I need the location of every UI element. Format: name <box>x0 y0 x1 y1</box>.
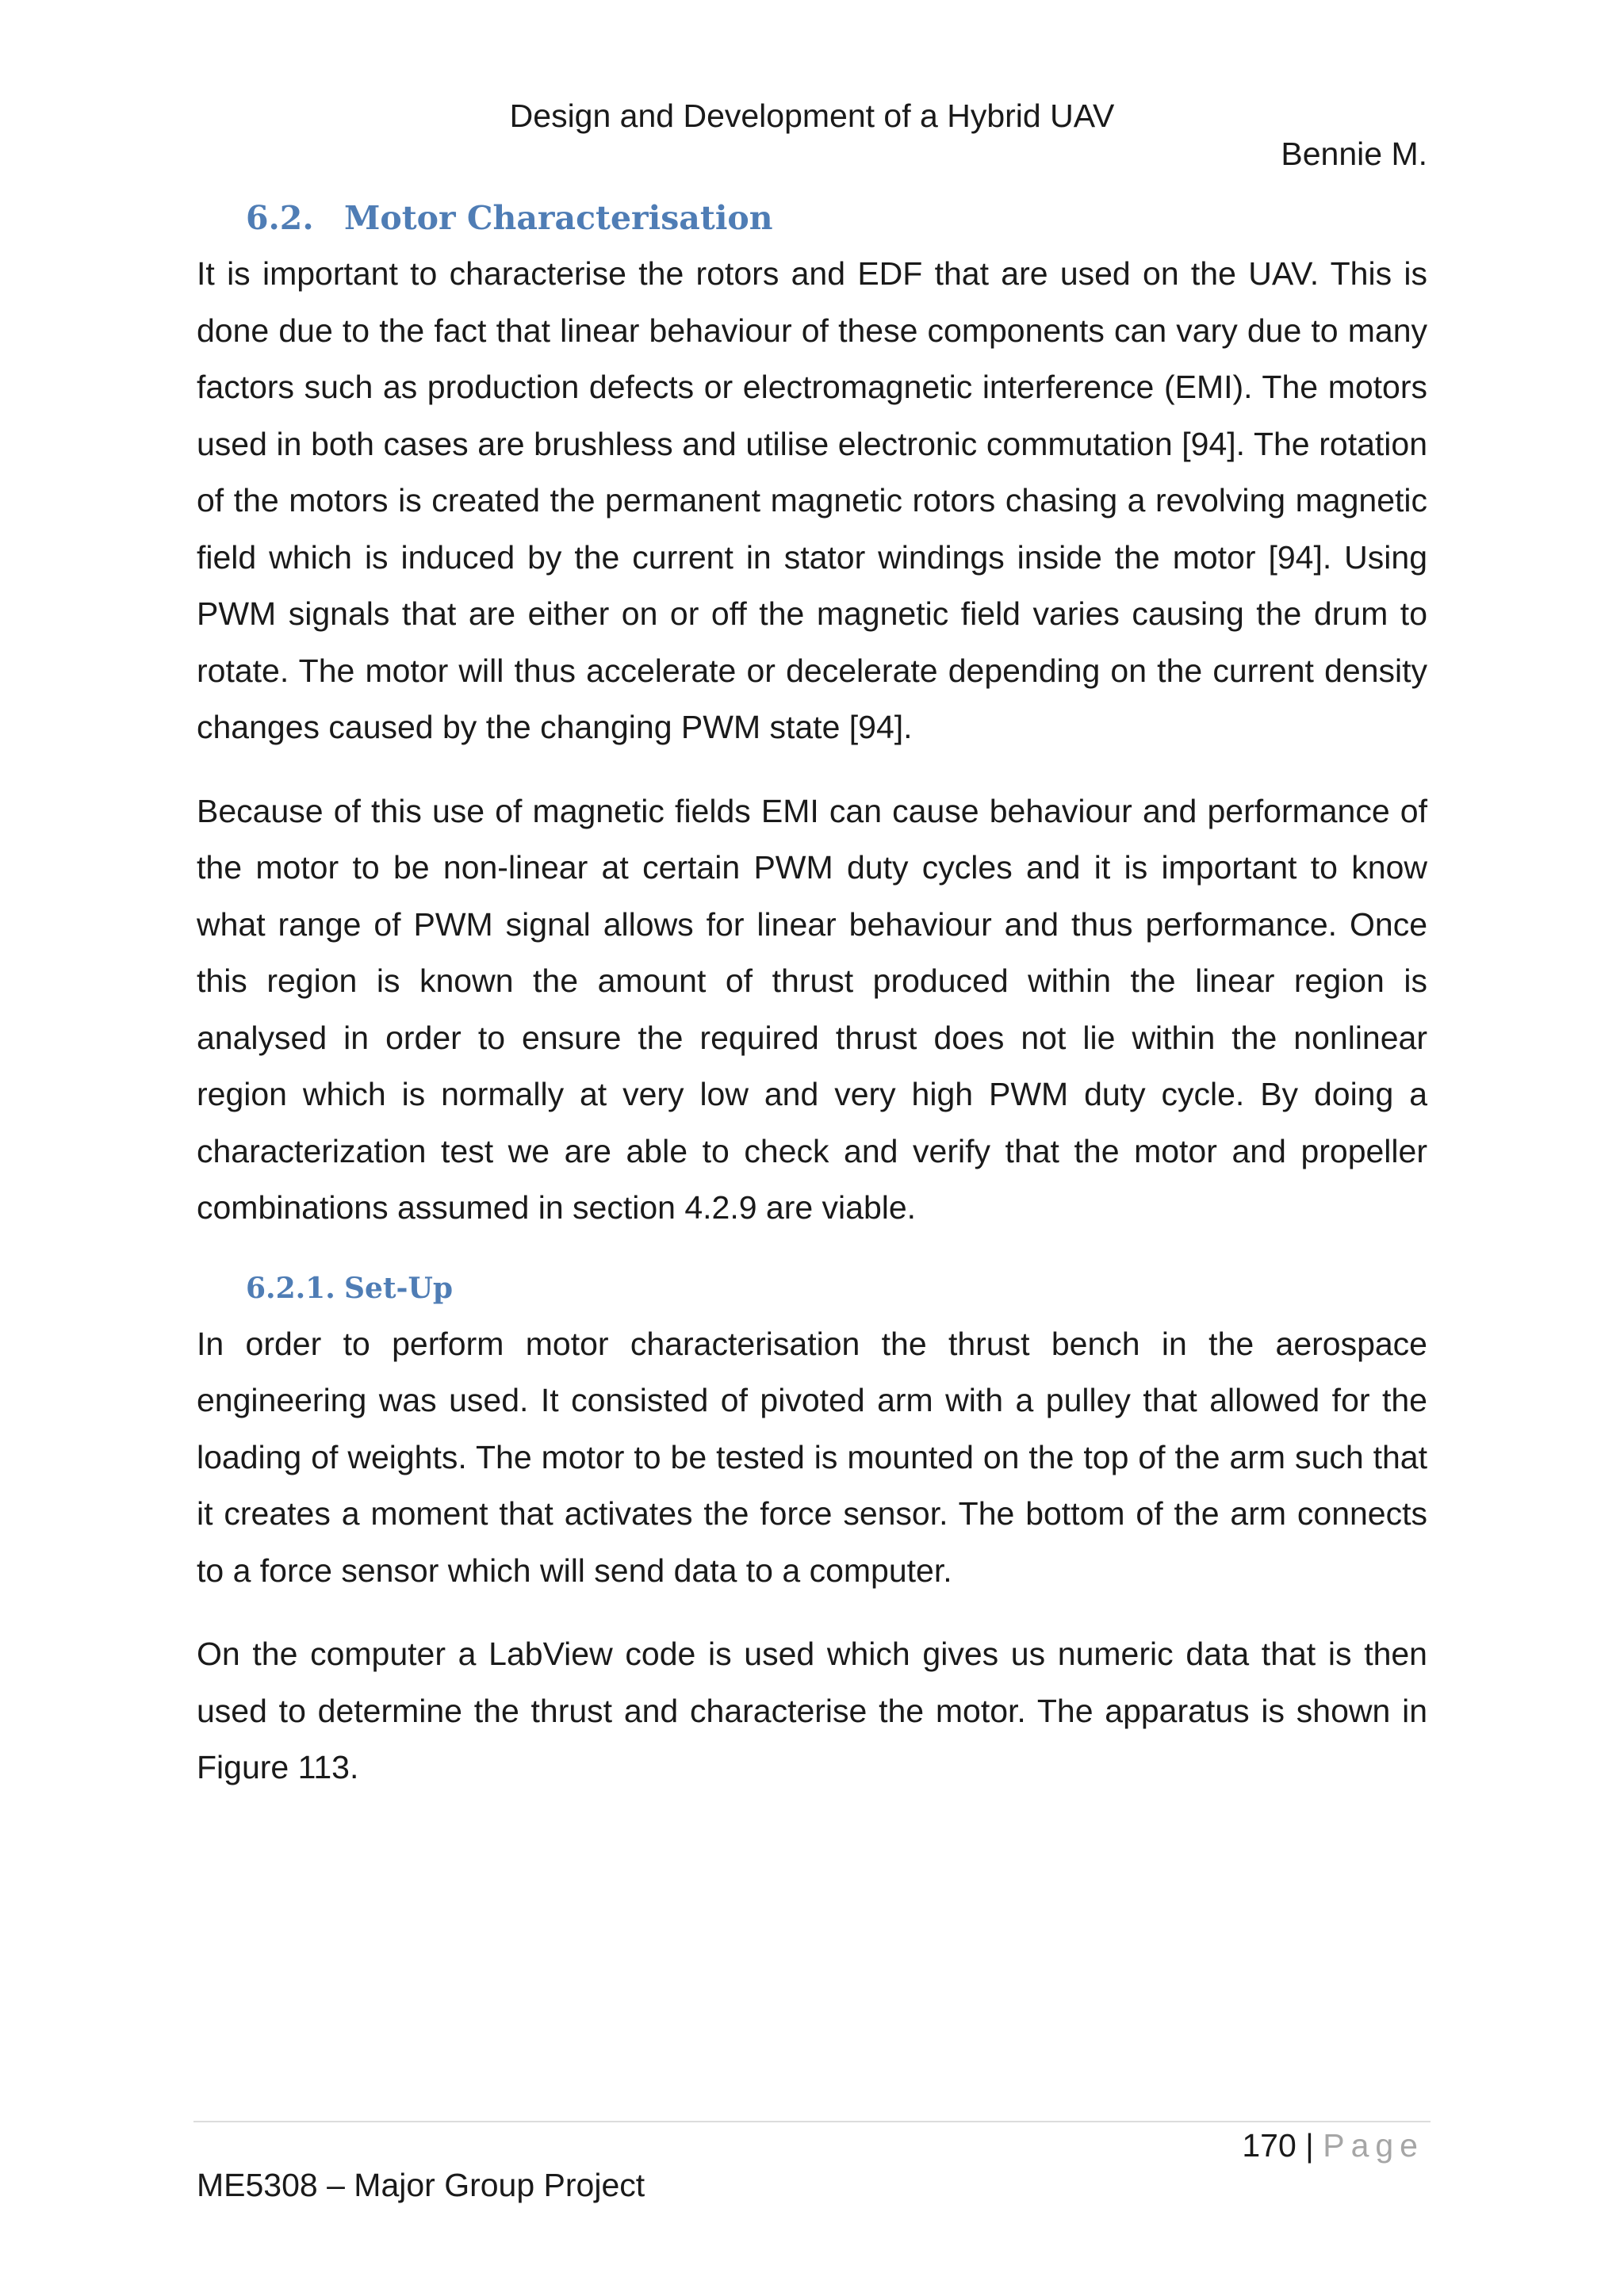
section-paragraph-1: It is important to characterise the rotors and EDF that are used on the UAV. This is done due to the fact that linear behaviour of these components can vary due to many factors such as production defects or electromagnetic interference (EMI). The motors used in both cases are brushless and utilise electronic commutation [94]. The rotation of the motors is created the permanent magnetic rotors chasing a revolving magnetic field which is induced by the current in stator windings inside the motor [94]. Using PWM signals that are either on or off the magnetic field varies causing the drum to rotate. The motor will thus accelerate or decelerate depending on the current density changes caused by the changing PWM state [94]. <box>197 255 1427 745</box>
page-word: Page <box>1323 2127 1424 2164</box>
subsection-title: Set-Up <box>344 1271 454 1305</box>
page-content <box>197 192 1427 1823</box>
section-paragraph-2: Because of this use of magnetic fields EMI can cause behaviour and performance of the motor to be non-linear at certain PWM duty cycles and it is important to know what range of PWM signal allows for linear behaviour and thus performance. Once this region is known the amount of thrust produced within the linear region is analysed in order to ensure the required thrust does not lie within the nonlinear region which is normally at very low and very high PWM duty cycle. By doing a characterization test we are able to check and verify that the motor and propeller combinations assumed in section 4.2.9 are viable. <box>197 792 1427 1226</box>
page-number-value: 170 <box>1242 2127 1297 2164</box>
page-number <box>1242 2123 1424 2168</box>
footer-divider <box>193 2121 1431 2122</box>
section-number: 6.2. <box>246 199 314 237</box>
subsection-paragraph-2: On the computer a LabView code is used which gives us numeric data that is then used to determine the thrust and characterise the motor. The apparatus is shown in Figure 113. <box>197 1636 1427 1785</box>
subsection-heading <box>197 1264 1427 1313</box>
subsection-paragraph-1: In order to perform motor characterisation the thrust bench in the aerospace engineering was used. It consisted of pivoted arm with a pulley that allowed for the loading of weights. The motor to be tested is mounted on the top of the arm such that it creates a moment that activates the force sensor. The bottom of the arm connects to a force sensor which will send data to a computer. <box>197 1325 1427 1589</box>
document-header-author: Bennie M. <box>1281 136 1427 172</box>
subsection-number: 6.2.1. <box>246 1271 335 1305</box>
footer-project-name: ME5308 – Major Group Project <box>197 2167 645 2203</box>
document-header-title: Design and Development of a Hybrid UAV <box>509 98 1115 134</box>
section-title: Motor Characterisation <box>344 199 773 237</box>
section-heading <box>197 192 1427 244</box>
page-number-separator: | <box>1305 2127 1314 2164</box>
